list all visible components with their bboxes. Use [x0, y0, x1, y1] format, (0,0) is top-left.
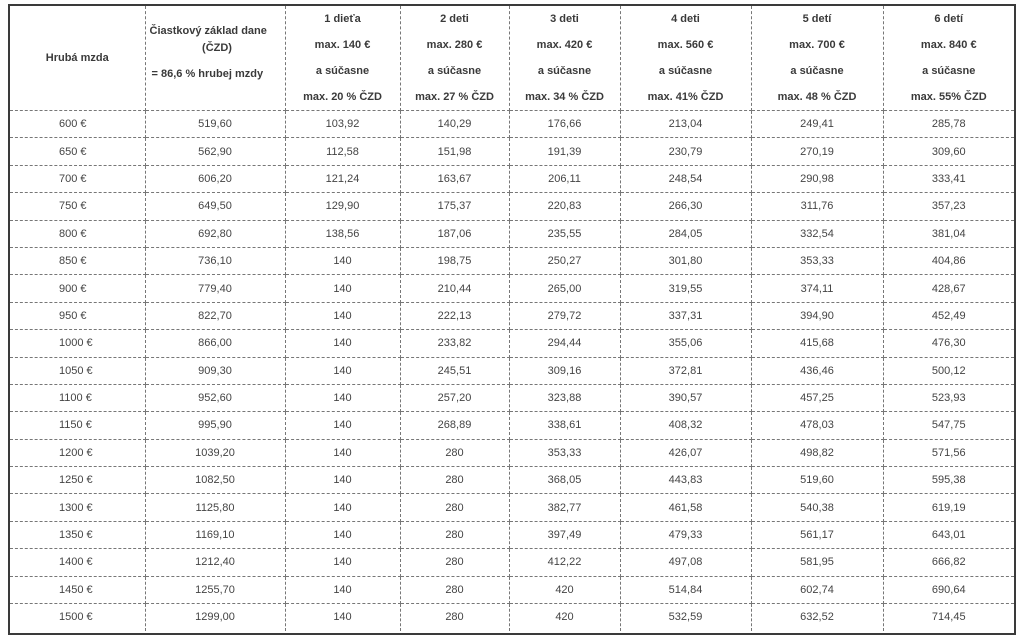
czd-cell: 779,40 — [145, 275, 285, 302]
bonus-6-children-cell: 547,75 — [883, 412, 1014, 439]
czd-cell: 649,50 — [145, 193, 285, 220]
header-children-1 — [285, 6, 400, 111]
gross-wage-cell: 1200 € — [10, 439, 145, 466]
gross-wage-cell: 1350 € — [10, 521, 145, 548]
bonus-1-child-cell: 112,58 — [285, 138, 400, 165]
bonus-1-child-cell: 140 — [285, 330, 400, 357]
header-children-label: 4 deti — [671, 13, 700, 25]
bonus-3-children-cell: 220,83 — [509, 193, 620, 220]
table-row — [10, 302, 1014, 329]
bonus-5-children-cell: 332,54 — [751, 220, 883, 247]
czd-cell: 822,70 — [145, 302, 285, 329]
bonus-6-children-cell: 666,82 — [883, 549, 1014, 576]
bonus-5-children-cell: 290,98 — [751, 165, 883, 192]
header-children-pct: max. 34 % ČZD — [525, 91, 604, 103]
header-children-max: max. 560 € — [657, 39, 714, 51]
header-czd-line2: (ČZD) — [202, 42, 232, 54]
gross-wage-cell: 600 € — [10, 111, 145, 138]
bonus-2-children-cell: 280 — [400, 467, 509, 494]
table-frame — [8, 4, 1016, 635]
bonus-3-children-cell: 265,00 — [509, 275, 620, 302]
bonus-1-child-cell: 140 — [285, 439, 400, 466]
bonus-4-children-cell: 301,80 — [620, 247, 751, 274]
bonus-6-children-cell: 333,41 — [883, 165, 1014, 192]
table-row — [10, 193, 1014, 220]
header-children-max: max. 420 € — [536, 39, 593, 51]
bonus-2-children-cell: 163,67 — [400, 165, 509, 192]
bonus-4-children-cell: 248,54 — [620, 165, 751, 192]
bonus-5-children-cell: 249,41 — [751, 111, 883, 138]
czd-cell: 952,60 — [145, 384, 285, 411]
bonus-3-children-cell: 176,66 — [509, 111, 620, 138]
gross-wage-cell: 900 € — [10, 275, 145, 302]
bonus-6-children-cell: 381,04 — [883, 220, 1014, 247]
bonus-1-child-cell: 140 — [285, 275, 400, 302]
bonus-6-children-cell: 571,56 — [883, 439, 1014, 466]
bonus-2-children-cell: 245,51 — [400, 357, 509, 384]
bonus-6-children-cell: 714,45 — [931, 611, 966, 624]
header-czd-line1: Čiastkový základ dane — [149, 25, 267, 37]
header-children-mid: a súčasne — [658, 65, 713, 77]
gross-wage-cell: 1000 € — [10, 330, 145, 357]
bonus-3-children-cell: 235,55 — [509, 220, 620, 247]
bonus-6-children-cell: 690,64 — [883, 576, 1014, 603]
bonus-6-children-cell: 643,01 — [883, 521, 1014, 548]
bonus-5-children-cell: 415,68 — [751, 330, 883, 357]
gross-wage-cell: 1450 € — [10, 576, 145, 603]
header-row — [10, 6, 1014, 111]
bonus-6-children-cell: 404,86 — [883, 247, 1014, 274]
header-children-3 — [509, 6, 620, 111]
table-row — [10, 247, 1014, 274]
bonus-2-children-cell: 187,06 — [400, 220, 509, 247]
table-row — [10, 357, 1014, 384]
bonus-1-child-cell: 103,92 — [285, 111, 400, 138]
table-row — [10, 384, 1014, 411]
header-children-mid: a súčasne — [315, 65, 370, 77]
gross-wage-cell: 800 € — [10, 220, 145, 247]
header-children-pct: max. 27 % ČZD — [415, 91, 494, 103]
czd-cell: 1255,70 — [145, 576, 285, 603]
bonus-2-children-cell: 233,82 — [400, 330, 509, 357]
bonus-6-children-cell: 452,49 — [883, 302, 1014, 329]
czd-cell: 1082,50 — [145, 467, 285, 494]
bonus-3-children-cell: 338,61 — [509, 412, 620, 439]
bonus-2-children-cell: 268,89 — [400, 412, 509, 439]
gross-wage-cell: 1500 € — [10, 604, 145, 631]
header-children-max: max. 840 € — [920, 39, 977, 51]
bonus-1-child-cell: 140 — [285, 467, 400, 494]
bonus-1-child-cell: 140 — [285, 302, 400, 329]
bonus-6-children-cell: 619,19 — [883, 494, 1014, 521]
header-children-label: 2 deti — [440, 13, 469, 25]
bonus-5-children-cell: 632,52 — [751, 604, 883, 631]
bonus-2-children-cell: 257,20 — [400, 384, 509, 411]
bonus-3-children-cell: 250,27 — [509, 247, 620, 274]
bonus-6-children-cell: 285,78 — [883, 111, 1014, 138]
czd-cell: 1125,80 — [145, 494, 285, 521]
bonus-1-child-cell: 140 — [285, 549, 400, 576]
bonus-3-children-cell: 420 — [509, 576, 620, 603]
bonus-3-children-cell: 353,33 — [509, 439, 620, 466]
bonus-1-child-cell: 140 — [285, 357, 400, 384]
bonus-3-children-cell: 397,49 — [509, 521, 620, 548]
bonus-3-children-cell: 382,77 — [509, 494, 620, 521]
bonus-2-children-cell: 222,13 — [400, 302, 509, 329]
bonus-4-children-cell: 461,58 — [620, 494, 751, 521]
gross-wage-cell: 950 € — [10, 302, 145, 329]
header-children-max: max. 700 € — [789, 39, 845, 51]
table-row — [10, 604, 1014, 631]
header-children-label: 6 detí — [934, 13, 964, 25]
bonus-5-children-cell: 581,95 — [751, 549, 883, 576]
table-row — [10, 138, 1014, 165]
bonus-2-children-cell: 280 — [400, 521, 509, 548]
header-children-pct: max. 41% ČZD — [647, 91, 724, 103]
bonus-4-children-cell: 426,07 — [620, 439, 751, 466]
bonus-1-child-cell: 140 — [285, 494, 400, 521]
header-children-label: 3 deti — [550, 13, 579, 25]
bonus-2-children-cell: 280 — [400, 549, 509, 576]
bonus-4-children-cell: 390,57 — [620, 384, 751, 411]
bonus-2-children-cell: 175,37 — [400, 193, 509, 220]
bonus-4-children-cell: 514,84 — [620, 576, 751, 603]
gross-wage-cell: 1050 € — [10, 357, 145, 384]
czd-cell: 909,30 — [145, 357, 285, 384]
czd-cell: 995,90 — [145, 412, 285, 439]
header-children-pct: max. 20 % ČZD — [303, 91, 382, 103]
bonus-3-children-cell: 309,16 — [509, 357, 620, 384]
header-children-pct: max. 48 % ČZD — [777, 91, 857, 103]
header-children-pct: max. 55% ČZD — [910, 91, 987, 103]
czd-cell: 1212,40 — [145, 549, 285, 576]
header-children-mid: a súčasne — [922, 65, 976, 77]
bonus-3-children-cell: 420 — [509, 604, 620, 631]
bonus-5-children-cell: 394,90 — [751, 302, 883, 329]
header-czd-line3: = 86,6 % hrubej mzdy — [151, 68, 264, 80]
bonus-5-children-cell: 519,60 — [751, 467, 883, 494]
bonus-2-children-cell: 210,44 — [400, 275, 509, 302]
gross-wage-cell: 1250 € — [10, 467, 145, 494]
header-children-max: max. 140 € — [314, 39, 371, 51]
bonus-4-children-cell: 372,81 — [620, 357, 751, 384]
bonus-2-children-cell: 280 — [400, 604, 509, 631]
bonus-5-children-cell: 478,03 — [751, 412, 883, 439]
bonus-1-child-cell: 140 — [285, 604, 400, 631]
bonus-4-children-cell: 230,79 — [620, 138, 751, 165]
czd-cell: 1169,10 — [145, 521, 285, 548]
bonus-1-child-cell: 138,56 — [285, 220, 400, 247]
bonus-6-children-cell: 523,93 — [883, 384, 1014, 411]
table-row — [10, 111, 1014, 138]
header-children-label: 5 detí — [802, 13, 832, 25]
bonus-2-children-cell: 280 — [400, 576, 509, 603]
bonus-3-children-cell: 412,22 — [509, 549, 620, 576]
bonus-1-child-cell: 129,90 — [285, 193, 400, 220]
bonus-6-children-cell: 309,60 — [883, 138, 1014, 165]
header-children-mid: a súčasne — [790, 65, 844, 77]
bonus-4-children-cell: 479,33 — [620, 521, 751, 548]
bonus-2-children-cell: 198,75 — [400, 247, 509, 274]
czd-cell: 736,10 — [145, 247, 285, 274]
header-children-4 — [620, 6, 751, 111]
table-row — [10, 439, 1014, 466]
bonus-4-children-cell: 408,32 — [620, 412, 751, 439]
header-gross-wage-label: Hrubá mzda — [45, 52, 109, 64]
bonus-1-child-cell: 140 — [285, 576, 400, 603]
bonus-1-child-cell: 140 — [285, 412, 400, 439]
gross-wage-cell: 1300 € — [10, 494, 145, 521]
bonus-5-children-cell: 561,17 — [751, 521, 883, 548]
czd-cell: 606,20 — [145, 165, 285, 192]
table-row — [10, 165, 1014, 192]
table-row — [10, 275, 1014, 302]
gross-wage-cell: 750 € — [10, 193, 145, 220]
bonus-3-children-cell: 294,44 — [509, 330, 620, 357]
bonus-5-children-cell: 353,33 — [751, 247, 883, 274]
gross-wage-cell: 850 € — [10, 247, 145, 274]
bonus-2-children-cell: 151,98 — [400, 138, 509, 165]
table-row — [10, 549, 1014, 576]
header-children-5 — [751, 6, 883, 111]
gross-wage-cell: 1100 € — [10, 384, 145, 411]
bonus-6-children-cell: 428,67 — [883, 275, 1014, 302]
gross-wage-cell: 700 € — [10, 165, 145, 192]
bonus-2-children-cell: 280 — [400, 439, 509, 466]
bonus-3-children-cell: 323,88 — [509, 384, 620, 411]
bonus-1-child-cell: 140 — [285, 521, 400, 548]
header-children-mid: a súčasne — [537, 65, 592, 77]
bonus-4-children-cell: 443,83 — [620, 467, 751, 494]
bonus-3-children-cell: 206,11 — [509, 165, 620, 192]
table-row — [10, 412, 1014, 439]
bonus-2-children-cell: 140,29 — [400, 111, 509, 138]
bonus-4-children-cell: 319,55 — [620, 275, 751, 302]
bonus-4-children-cell: 497,08 — [620, 549, 751, 576]
bonus-6-children-cell: 476,30 — [883, 330, 1014, 357]
header-children-mid: a súčasne — [427, 65, 482, 77]
header-children-6 — [883, 6, 1014, 111]
tax-bonus-table — [10, 6, 1014, 631]
bonus-6-children-cell: 357,23 — [883, 193, 1014, 220]
czd-cell: 866,00 — [145, 330, 285, 357]
gross-wage-cell: 1400 € — [10, 549, 145, 576]
bonus-3-children-cell: 191,39 — [509, 138, 620, 165]
czd-cell: 1299,00 — [145, 604, 285, 631]
bonus-4-children-cell: 213,04 — [620, 111, 751, 138]
table-row — [10, 220, 1014, 247]
bonus-5-children-cell: 457,25 — [751, 384, 883, 411]
bonus-4-children-cell: 266,30 — [620, 193, 751, 220]
czd-cell: 519,60 — [145, 111, 285, 138]
czd-cell: 692,80 — [145, 220, 285, 247]
header-partial-tax-base — [145, 6, 285, 111]
bonus-1-child-cell: 140 — [285, 247, 400, 274]
bonus-2-children-cell: 280 — [400, 494, 509, 521]
bonus-5-children-cell: 540,38 — [751, 494, 883, 521]
czd-cell: 562,90 — [145, 138, 285, 165]
gross-wage-cell: 650 € — [10, 138, 145, 165]
bonus-4-children-cell: 337,31 — [620, 302, 751, 329]
table-row — [10, 330, 1014, 357]
bonus-5-children-cell: 602,74 — [751, 576, 883, 603]
header-children-2 — [400, 6, 509, 111]
bonus-4-children-cell: 532,59 — [620, 604, 751, 631]
table-row — [10, 576, 1014, 603]
gross-wage-cell: 1150 € — [10, 412, 145, 439]
bonus-4-children-cell: 284,05 — [620, 220, 751, 247]
header-children-max: max. 280 € — [426, 39, 483, 51]
table-row — [10, 521, 1014, 548]
bonus-5-children-cell: 374,11 — [751, 275, 883, 302]
bonus-5-children-cell: 498,82 — [751, 439, 883, 466]
bonus-1-child-cell: 140 — [285, 384, 400, 411]
bonus-6-children-cell: 595,38 — [883, 467, 1014, 494]
bonus-4-children-cell: 355,06 — [620, 330, 751, 357]
bonus-3-children-cell: 368,05 — [509, 467, 620, 494]
bonus-1-child-cell: 121,24 — [285, 165, 400, 192]
header-gross-wage — [10, 6, 145, 111]
bonus-5-children-cell: 436,46 — [751, 357, 883, 384]
table-row — [10, 467, 1014, 494]
bonus-5-children-cell: 270,19 — [751, 138, 883, 165]
bonus-6-children-cell: 500,12 — [883, 357, 1014, 384]
table-body — [10, 111, 1014, 631]
header-children-label: 1 dieťa — [324, 13, 361, 25]
bonus-5-children-cell: 311,76 — [751, 193, 883, 220]
bonus-3-children-cell: 279,72 — [509, 302, 620, 329]
czd-cell: 1039,20 — [145, 439, 285, 466]
table-row — [10, 494, 1014, 521]
